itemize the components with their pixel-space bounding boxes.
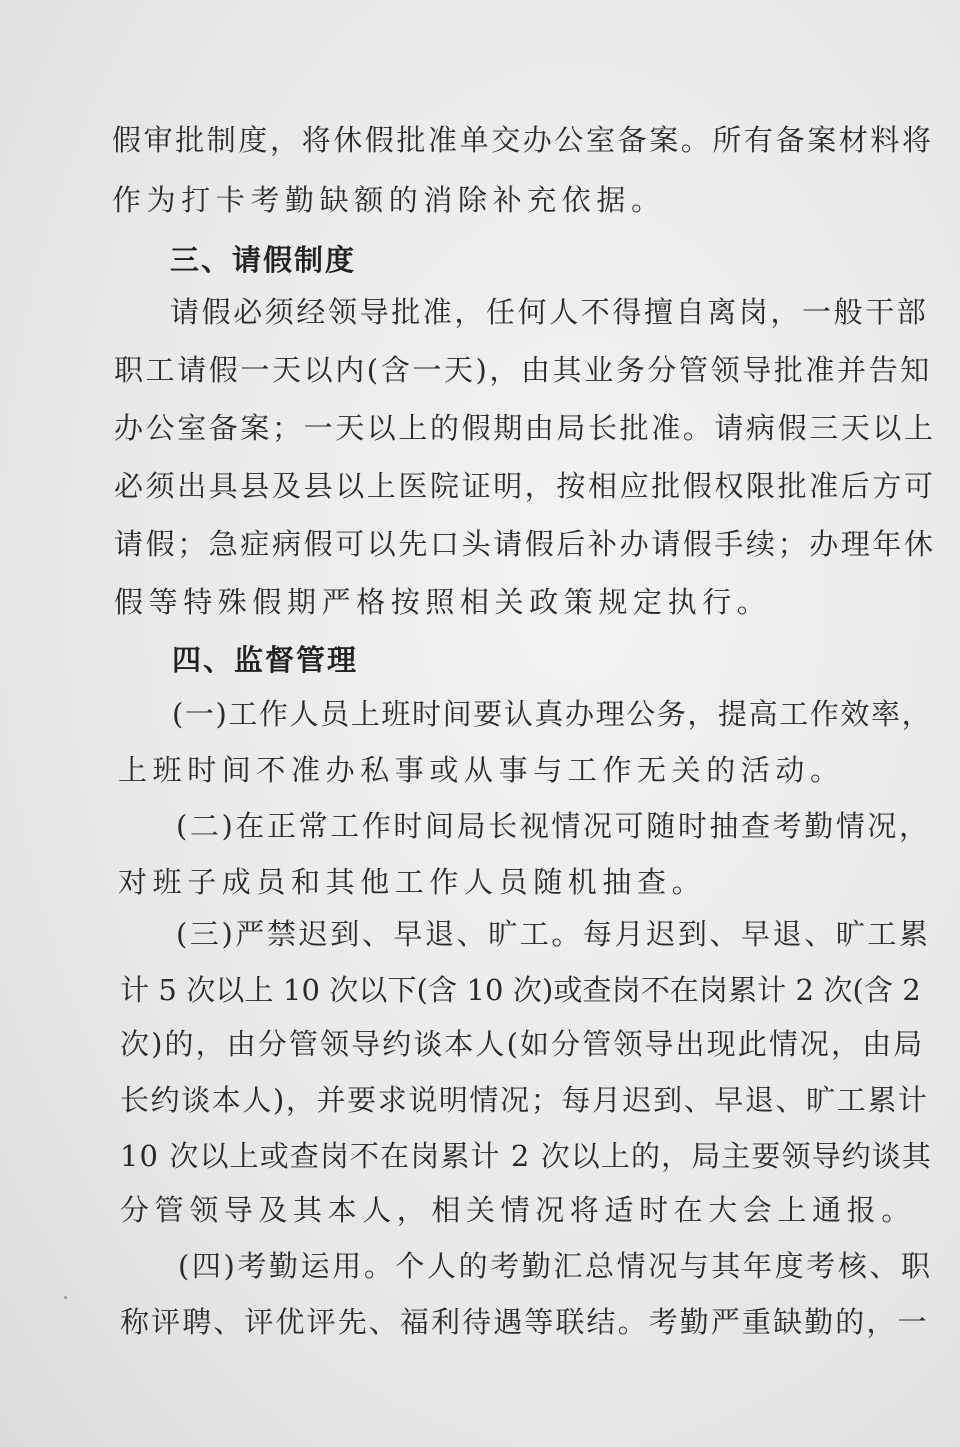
- section-heading: 四、监督管理: [172, 643, 359, 677]
- document-text-line: 职工请假一天以内(含一天)，由其业务分管领导批准并告知: [114, 353, 932, 387]
- document-text-line: 假审批制度，将休假批准单交办公室备案。所有备案材料将: [112, 123, 934, 157]
- document-text-line: 计 5 次以上 10 次以下(含 10 次)或查岗不在岗累计 2 次(含 2: [120, 973, 921, 1007]
- document-text-line: 办公室备案；一天以上的假期由局长批准。请病假三天以上: [114, 411, 936, 445]
- document-text-line: 上班时间不准办私事或从事与工作无关的活动。: [118, 753, 845, 787]
- document-text-line: 长约谈本人)，并要求说明情况；每月迟到、早退、旷工累计: [120, 1083, 929, 1117]
- document-text-line: 10 次以上或查岗不在岗累计 2 次以上的，局主要领导约谈其: [120, 1139, 933, 1173]
- document-text-line: (一)工作人员上班时间要认真办理公务，提高工作效率，: [172, 697, 933, 731]
- section-heading: 三、请假制度: [170, 243, 357, 277]
- document-text-line: 分管领导及其本人，相关情况将适时在大会上通报。: [120, 1193, 916, 1227]
- document-text-line: 请假必须经领导批准，任何人不得擅自离岗，一般干部: [170, 295, 929, 329]
- document-text-line: (二)在正常工作时间局长视情况可随时抽查考勤情况，: [176, 809, 931, 843]
- document-text-line: 对班子成员和其他工作人员随机抽查。: [118, 865, 707, 899]
- document-text-line: 请假；急症病假可以先口头请假后补办请假手续；办理年休: [114, 527, 936, 561]
- document-text-line: 次)的，由分管领导约谈本人(如分管领导出现此情况，由局: [120, 1027, 925, 1061]
- paper-speck: [64, 1296, 67, 1299]
- document-text-line: 作为打卡考勤缺额的消除补充依据。: [112, 183, 666, 217]
- document-text-line: 称评聘、评优评先、福利待遇等联结。考勤严重缺勤的，一: [120, 1305, 929, 1339]
- document-text-line: (三)严禁迟到、早退、旷工。每月迟到、早退、旷工累: [176, 917, 931, 951]
- document-text-line: 假等特殊假期严格按照相关政策规定执行。: [114, 585, 772, 619]
- document-text-line: (四)考勤运用。个人的考勤汇总情况与其年度考核、职: [178, 1249, 933, 1283]
- document-text-line: 必须出具县及县以上医院证明，按相应批假权限批准后方可: [114, 469, 936, 503]
